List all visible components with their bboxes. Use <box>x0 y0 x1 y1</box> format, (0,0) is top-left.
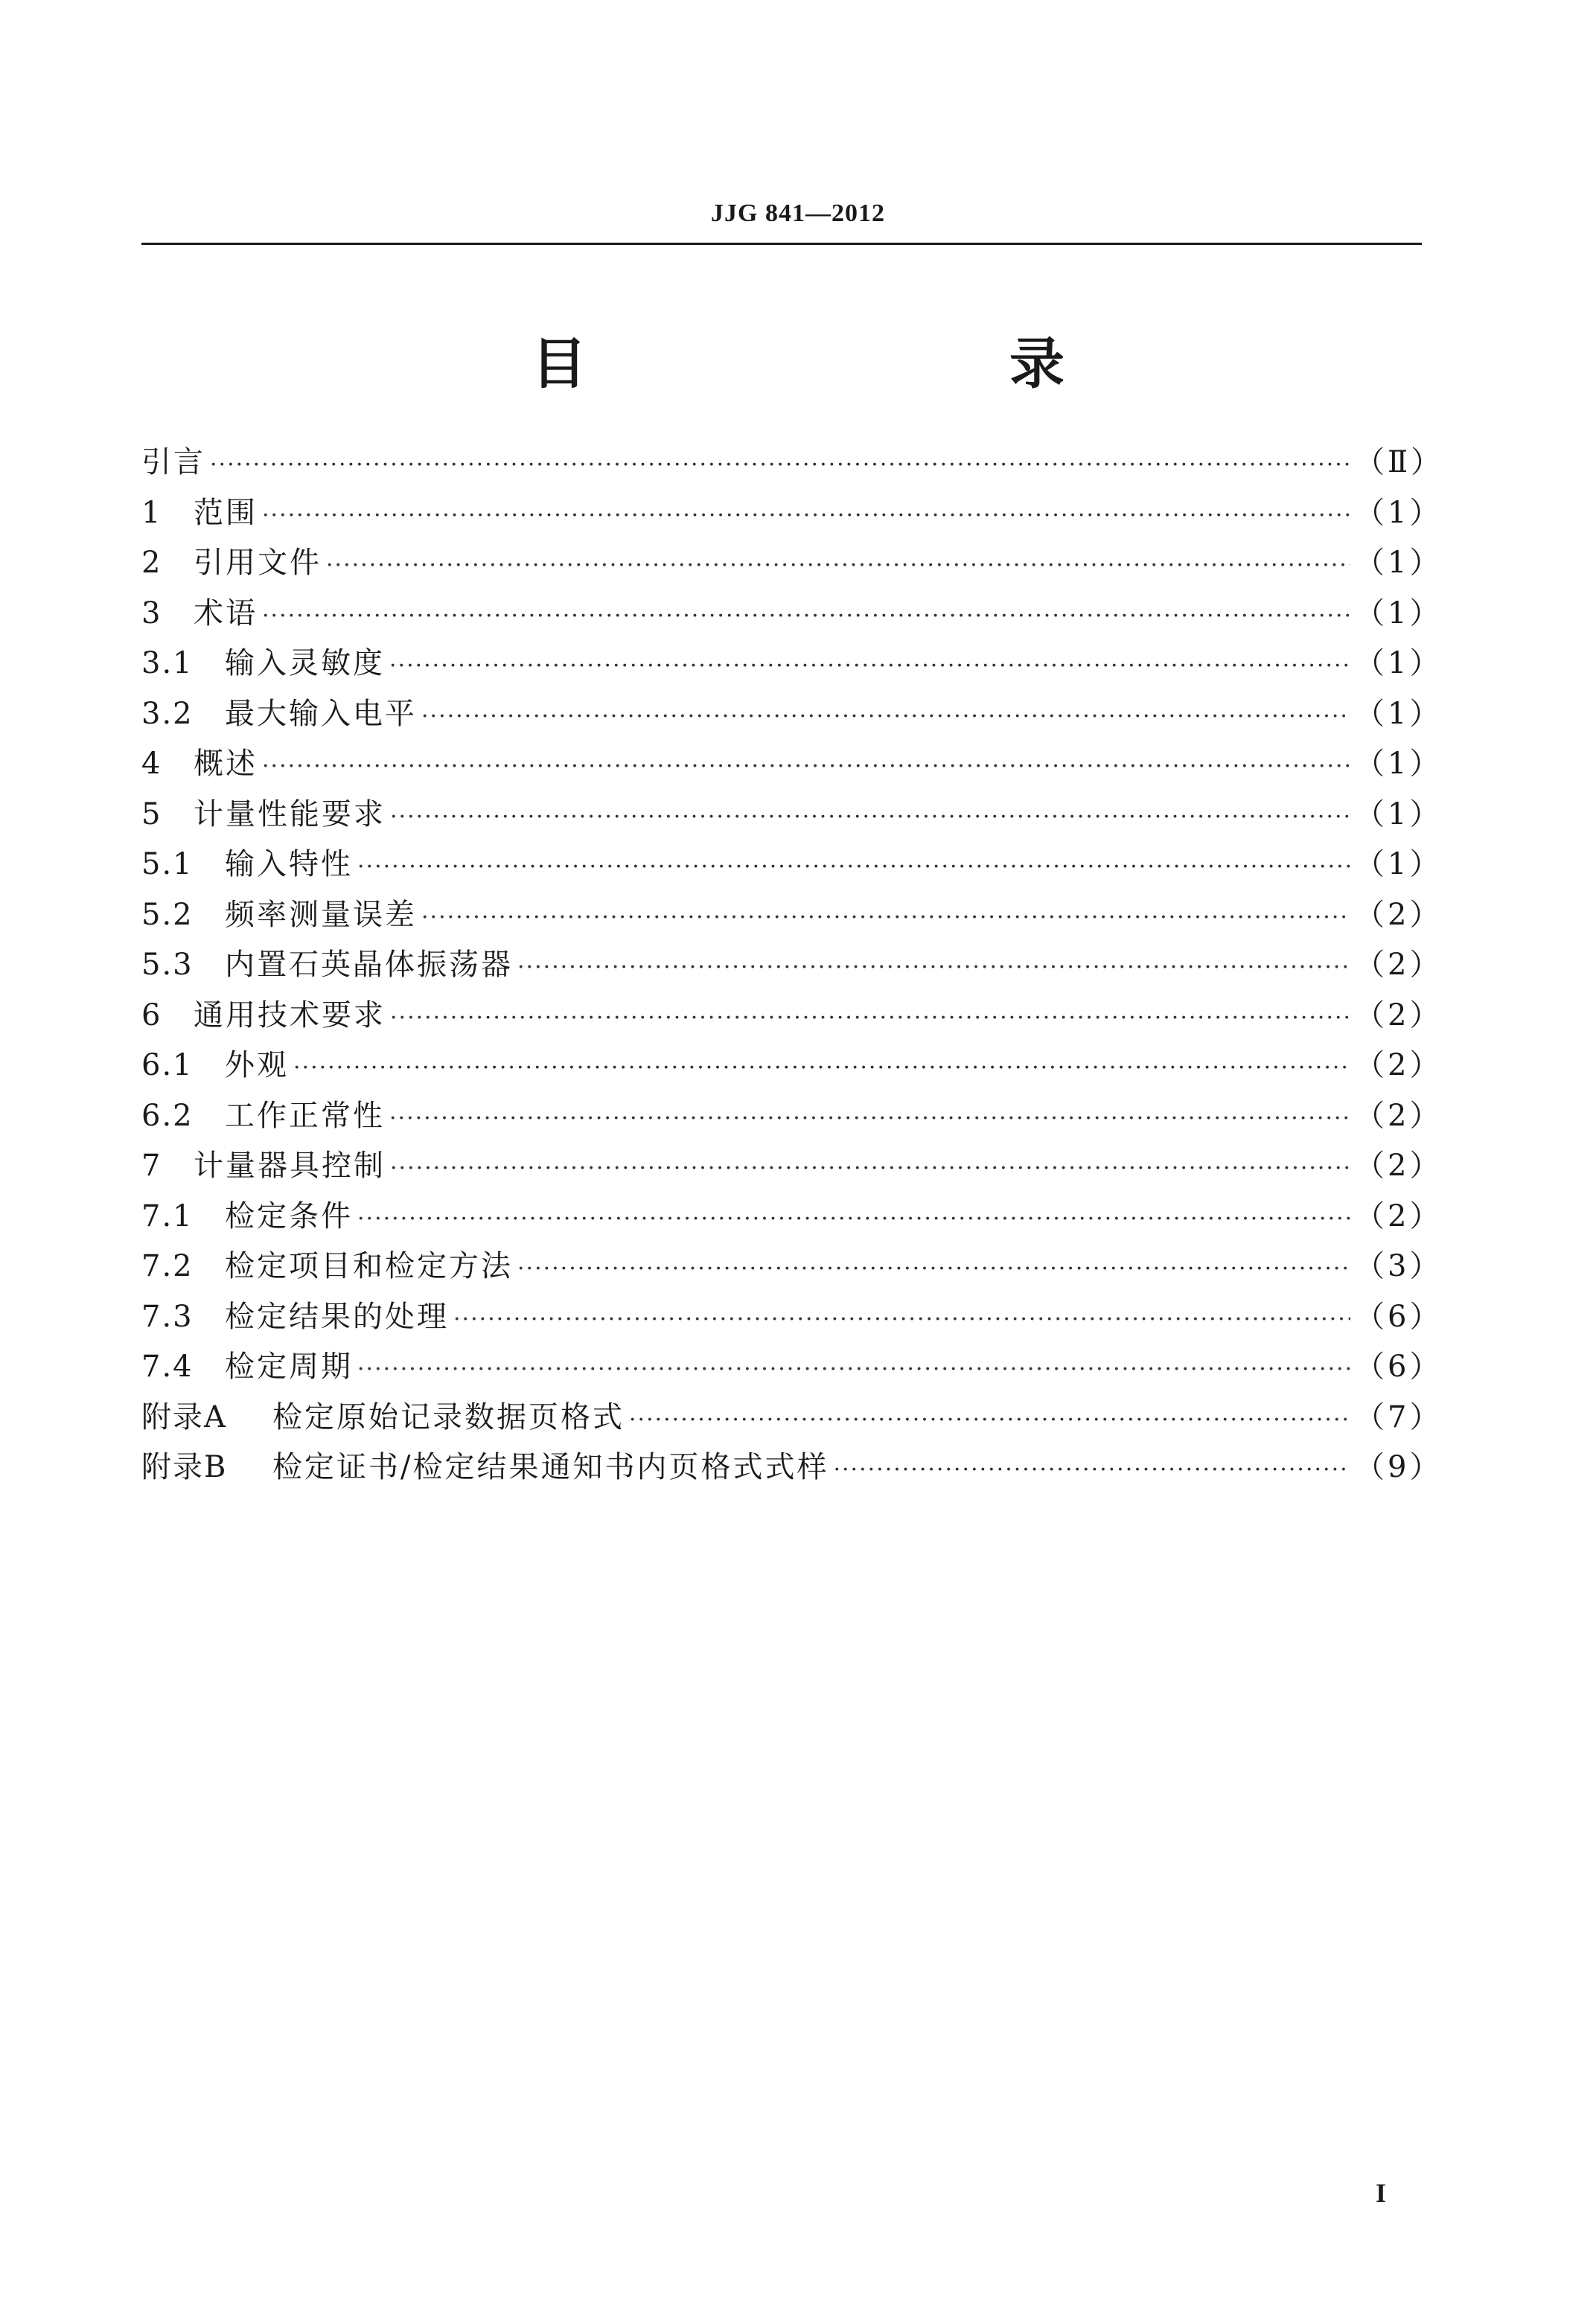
toc-entry-label <box>141 438 205 488</box>
toc-entry-label <box>141 1141 386 1192</box>
toc-entry-page: （2） <box>1355 948 1443 982</box>
toc-leader-dots <box>390 993 1350 1044</box>
toc-entry-number: 4 <box>141 747 162 781</box>
toc-entry-page: （1） <box>1355 747 1443 781</box>
toc-entry-label <box>141 991 386 1041</box>
toc-entry-title: 范围 <box>194 495 258 530</box>
toc-entry[interactable] <box>141 1192 1443 1242</box>
toc-entry-label <box>141 1393 625 1443</box>
toc-entry[interactable] <box>141 589 1443 639</box>
toc-entry-title: 检定证书/检定结果通知书内页格式式样 <box>272 1450 829 1484</box>
page-number: I <box>1376 2178 1387 2208</box>
toc-entry[interactable] <box>141 739 1443 790</box>
toc-entry-title: 术语 <box>194 596 258 630</box>
toc-entry-page: （7） <box>1355 1399 1443 1434</box>
toc-entry-number: 6 <box>141 997 162 1032</box>
toc-entry[interactable] <box>141 538 1443 589</box>
toc-title: 目 录 <box>532 332 1169 396</box>
toc-entry-label <box>141 1443 829 1493</box>
toc-entry-title: 计量器具控制 <box>194 1149 386 1183</box>
toc-entry-label <box>141 739 258 790</box>
toc-leader-dots <box>833 1445 1350 1495</box>
toc-entry-title: 检定条件 <box>225 1198 353 1233</box>
toc-entry-label <box>141 840 353 890</box>
toc-entry-label <box>141 1041 289 1091</box>
toc-entry[interactable] <box>141 438 1444 488</box>
toc-leader-dots <box>390 1143 1350 1194</box>
toc-entry-title: 通用技术要求 <box>194 997 386 1032</box>
toc-entry-page: （9） <box>1355 1450 1443 1484</box>
toc-entry-label <box>141 1091 385 1142</box>
toc-entry-page: （2） <box>1355 1149 1443 1183</box>
toc-leader-dots <box>357 1194 1350 1245</box>
toc-leader-dots <box>326 540 1350 591</box>
toc-entry-title: 工作正常性 <box>225 1098 385 1133</box>
toc-entry-number: 附录B <box>141 1450 228 1484</box>
toc-entry-page: （6） <box>1355 1350 1443 1384</box>
toc-entry[interactable] <box>141 488 1443 539</box>
toc-entry-title: 计量性能要求 <box>194 796 386 831</box>
toc-entry[interactable] <box>141 689 1443 740</box>
toc-entry-number: 1 <box>141 495 162 530</box>
toc-entry-page: （2） <box>1355 1198 1443 1233</box>
toc-entry-number: 5 <box>141 796 162 831</box>
toc-entry-label <box>141 940 513 991</box>
toc-entry-number: 5.2 <box>141 897 194 932</box>
toc-entry-title: 检定周期 <box>225 1350 353 1384</box>
toc-leader-dots <box>421 692 1350 742</box>
toc-entry-number: 5.1 <box>141 847 194 881</box>
toc-entry-page: （1） <box>1355 596 1443 630</box>
toc-entry-title: 内置石英晶体振荡器 <box>225 948 513 982</box>
toc-entry-title: 概述 <box>194 747 258 781</box>
toc-entry[interactable] <box>141 790 1443 840</box>
toc-leader-dots <box>262 591 1350 642</box>
toc-entry[interactable] <box>141 840 1443 890</box>
toc-entry-page: （1） <box>1355 696 1443 731</box>
toc-entry-number: 5.3 <box>141 948 194 982</box>
toc-entry-number: 7.4 <box>141 1350 194 1384</box>
toc-entry-label <box>141 1292 449 1343</box>
toc-entry-page: （Ⅱ） <box>1355 445 1444 479</box>
toc-entry-title: 引言 <box>141 445 205 479</box>
toc-entry-page: （2） <box>1355 897 1443 932</box>
toc-entry-number: 7.2 <box>141 1249 194 1283</box>
toc-entry-number: 7 <box>141 1149 162 1183</box>
toc-entry-page: （1） <box>1355 546 1443 580</box>
toc-entry-number: 7.1 <box>141 1198 194 1233</box>
toc-leader-dots <box>293 1043 1350 1094</box>
toc-entry-page: （2） <box>1355 997 1443 1032</box>
toc-entry-page: （1） <box>1355 495 1443 530</box>
toc-entry-label <box>141 790 386 840</box>
toc-entry[interactable] <box>141 1393 1443 1443</box>
toc-leader-dots <box>517 1244 1350 1294</box>
toc-leader-dots <box>517 942 1350 993</box>
toc-entry-label <box>141 538 322 589</box>
toc-entry[interactable] <box>141 639 1443 689</box>
toc-entry-page: （2） <box>1355 1048 1443 1082</box>
toc-entry-number: 6.2 <box>141 1098 194 1133</box>
toc-entry-title: 输入灵敏度 <box>225 646 385 680</box>
toc-entry-title: 引用文件 <box>194 546 322 580</box>
toc-entry-page: （1） <box>1355 847 1443 881</box>
toc-entry-number: 6.1 <box>141 1048 194 1082</box>
toc-entry-number: 3.1 <box>141 646 194 680</box>
toc-entry-title: 检定结果的处理 <box>225 1299 449 1334</box>
toc-leader-dots <box>421 893 1350 943</box>
toc-leader-dots <box>629 1395 1350 1446</box>
toc-leader-dots <box>262 741 1350 792</box>
toc-entry-label <box>141 1192 353 1242</box>
toc-leader-dots <box>389 1094 1350 1144</box>
toc-entry-number: 3 <box>141 596 162 630</box>
toc-entry-label <box>141 1342 353 1393</box>
toc-entry[interactable] <box>141 991 1443 1041</box>
toc-entry-label <box>141 488 258 539</box>
toc-leader-dots <box>357 1344 1350 1395</box>
toc-entry-label <box>141 890 417 941</box>
toc-entry-title: 检定原始记录数据页格式 <box>272 1399 625 1434</box>
toc-entry[interactable] <box>141 1242 1443 1292</box>
standard-code: JJG 841—2012 <box>711 199 885 227</box>
toc-entry-page: （2） <box>1355 1098 1443 1133</box>
toc-entry-label <box>141 1242 513 1292</box>
toc-entry-page: （3） <box>1355 1249 1443 1283</box>
toc-entry[interactable] <box>141 1443 1443 1493</box>
toc-entry-number: 3.2 <box>141 696 194 731</box>
toc-entry-number: 7.3 <box>141 1299 194 1334</box>
toc-entry-label <box>141 689 417 740</box>
toc-leader-dots <box>390 792 1350 843</box>
toc-entry-title: 频率测量误差 <box>225 897 417 932</box>
toc-entry-title: 外观 <box>225 1048 289 1082</box>
toc-entry[interactable] <box>141 1342 1443 1393</box>
toc-leader-dots <box>389 641 1350 692</box>
toc-entry[interactable] <box>141 1141 1443 1192</box>
table-of-contents <box>141 438 1444 1493</box>
toc-entry-title: 最大输入电平 <box>225 696 417 731</box>
toc-entry-page: （6） <box>1355 1299 1443 1334</box>
toc-entry[interactable] <box>141 890 1443 941</box>
toc-entry[interactable] <box>141 940 1443 991</box>
toc-entry-page: （1） <box>1355 796 1443 831</box>
toc-leader-dots <box>210 440 1350 491</box>
toc-entry[interactable] <box>141 1292 1443 1343</box>
toc-entry-title: 检定项目和检定方法 <box>225 1249 513 1283</box>
toc-leader-dots <box>453 1294 1350 1345</box>
toc-entry-page: （1） <box>1355 646 1443 680</box>
toc-entry-number: 附录A <box>141 1399 227 1434</box>
toc-entry-title: 输入特性 <box>225 847 353 881</box>
toc-entry-number: 2 <box>141 546 162 580</box>
toc-entry-label <box>141 639 385 689</box>
toc-entry[interactable] <box>141 1041 1443 1091</box>
toc-entry[interactable] <box>141 1091 1443 1142</box>
toc-leader-dots <box>262 491 1350 541</box>
header-rule <box>141 243 1422 245</box>
toc-leader-dots <box>357 842 1350 893</box>
toc-entry-label <box>141 589 258 639</box>
